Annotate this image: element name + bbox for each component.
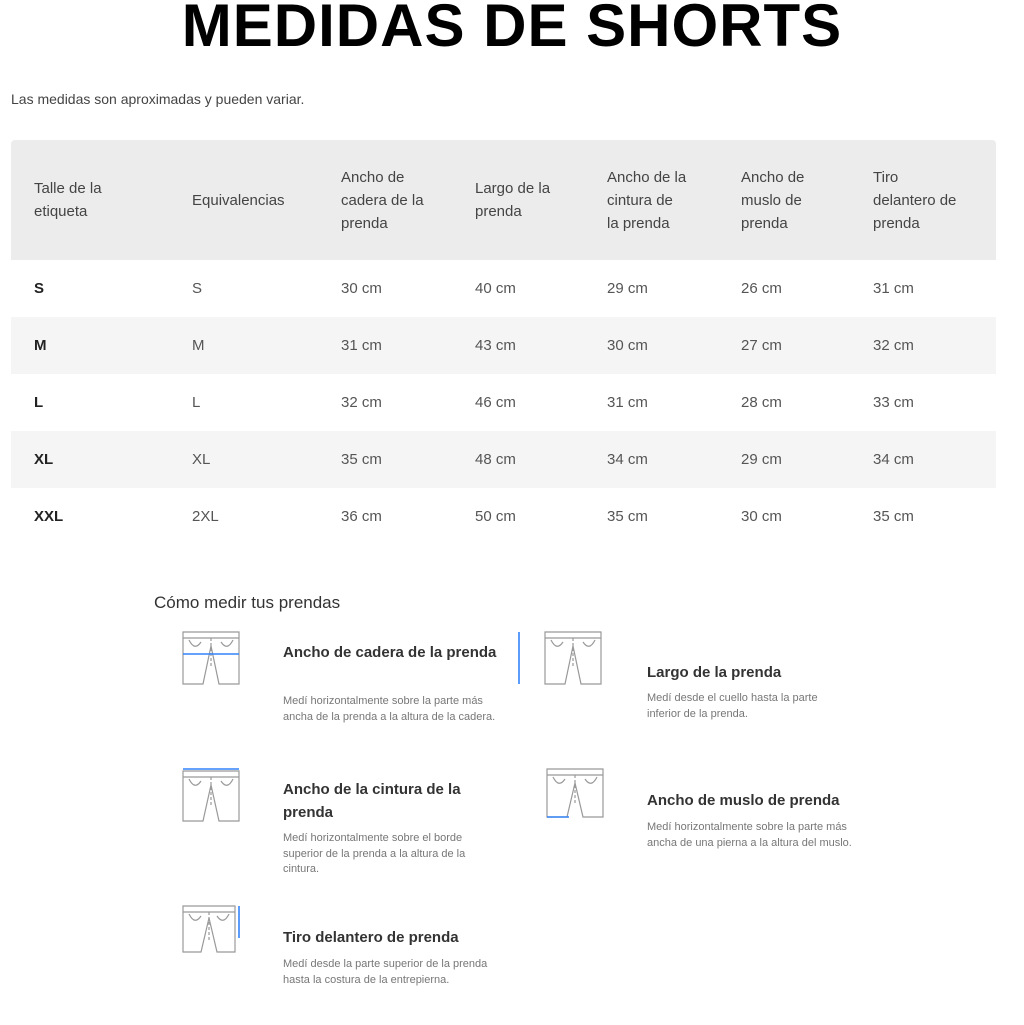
guide-item-title: Largo de la prenda	[647, 664, 782, 681]
cell-front-rise: 34 cm	[873, 451, 914, 468]
header-size-label: Talle de la etiqueta	[34, 180, 102, 220]
cell-size-label: XXL	[34, 508, 64, 525]
guide-item-title: Tiro delantero de prenda	[283, 929, 459, 946]
cell-hip-width: 32 cm	[341, 394, 382, 411]
cell-length: 46 cm	[475, 394, 516, 411]
cell-length: 50 cm	[475, 508, 516, 525]
cell-thigh-width: 26 cm	[741, 280, 782, 297]
cell-hip-width: 35 cm	[341, 451, 382, 468]
size-table	[11, 140, 996, 545]
guide-item-desc: Medí horizontalmente sobre la parte más ancha de una pierna a la altura del muslo.	[647, 821, 852, 849]
guide-item-desc: Medí desde el cuello hasta la parte inferior de la prenda.	[647, 692, 818, 720]
cell-equivalence: M	[192, 337, 205, 354]
shorts-length-icon	[517, 628, 607, 693]
header-thigh-width: Ancho de muslo de prenda	[741, 168, 805, 232]
cell-thigh-width: 27 cm	[741, 337, 782, 354]
table-header	[11, 140, 996, 260]
cell-front-rise: 33 cm	[873, 394, 914, 411]
header-waist-width: Ancho de la cintura de la prenda	[607, 168, 687, 232]
cell-thigh-width: 29 cm	[741, 451, 782, 468]
shorts-thigh-icon	[543, 765, 607, 830]
cell-length: 40 cm	[475, 280, 516, 297]
page-title: MEDIDAS DE SHORTS	[181, 0, 843, 59]
guide-item-title: Ancho de la cintura de la prenda	[283, 781, 461, 821]
disclaimer-note: Las medidas son aproximadas y pueden variar.	[11, 91, 305, 107]
table-row	[11, 488, 996, 545]
cell-waist-width: 35 cm	[607, 508, 648, 525]
cell-front-rise: 31 cm	[873, 280, 914, 297]
cell-equivalence: XL	[192, 451, 211, 468]
header-front-rise: Tiro delantero de prenda	[873, 168, 957, 232]
shorts-waist-icon	[179, 765, 243, 830]
guide-item-title: Ancho de muslo de prenda	[647, 792, 840, 809]
table-row	[11, 431, 996, 488]
cell-length: 43 cm	[475, 337, 516, 354]
shorts-hip-icon	[179, 628, 243, 693]
cell-hip-width: 30 cm	[341, 280, 382, 297]
cell-size-label: S	[34, 280, 45, 297]
cell-waist-width: 31 cm	[607, 394, 648, 411]
cell-size-label: M	[34, 337, 47, 354]
cell-front-rise: 35 cm	[873, 508, 914, 525]
cell-equivalence: S	[192, 280, 203, 297]
guide-item-desc: Medí horizontalmente sobre el borde superior de la prenda a la altura de la cintura.	[283, 832, 466, 875]
cell-equivalence: L	[192, 394, 201, 411]
table-row	[11, 374, 996, 431]
header-equivalences: Equivalencias	[192, 191, 285, 209]
cell-thigh-width: 28 cm	[741, 394, 782, 411]
guide-title: Cómo medir tus prendas	[154, 593, 341, 612]
cell-length: 48 cm	[475, 451, 516, 468]
table-body	[11, 260, 996, 545]
cell-size-label: L	[34, 394, 44, 411]
cell-waist-width: 34 cm	[607, 451, 648, 468]
header-length: Largo de la prenda	[475, 180, 551, 220]
cell-thigh-width: 30 cm	[741, 508, 782, 525]
cell-waist-width: 30 cm	[607, 337, 648, 354]
guide-item-desc: Medí horizontalmente sobre la parte más ancha de la prenda a la altura de la cadera.	[283, 695, 496, 723]
cell-hip-width: 36 cm	[341, 508, 382, 525]
cell-front-rise: 32 cm	[873, 337, 914, 354]
shorts-rise-icon	[179, 902, 243, 963]
table-row	[11, 317, 996, 374]
cell-size-label: XL	[34, 451, 54, 468]
cell-waist-width: 29 cm	[607, 280, 648, 297]
header-hip-width: Ancho de cadera de la prenda	[341, 168, 424, 232]
guide-item-desc: Medí desde la parte superior de la prenda hasta la costura de la entrepierna.	[283, 958, 488, 986]
cell-hip-width: 31 cm	[341, 337, 382, 354]
cell-equivalence: 2XL	[192, 508, 219, 525]
table-row	[11, 260, 996, 317]
guide-item-title: Ancho de cadera de la prenda	[283, 644, 497, 661]
